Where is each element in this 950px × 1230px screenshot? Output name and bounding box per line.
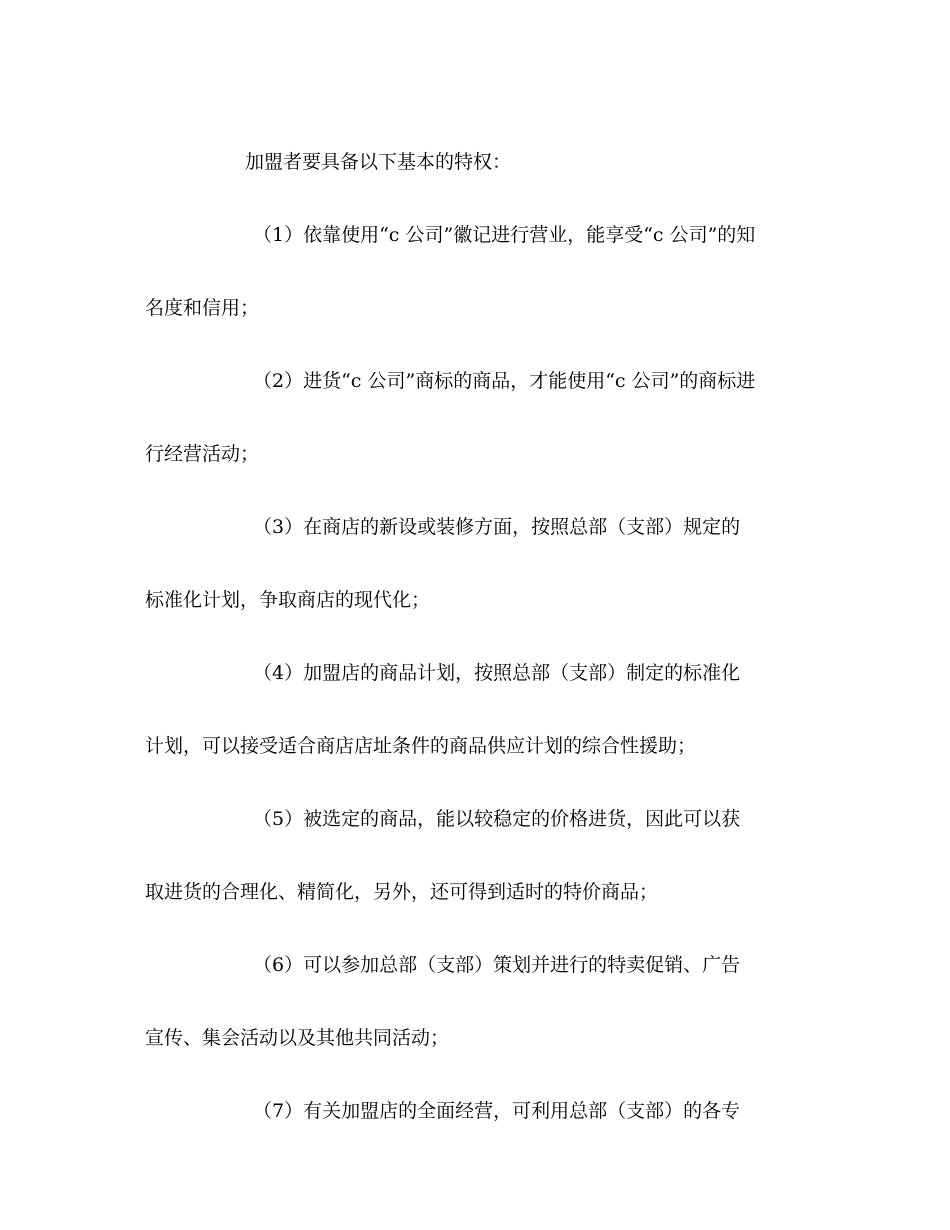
privilege-item-line: 行经营活动； [145, 443, 260, 465]
privilege-item-line: 宣传、集会活动以及其他共同活动； [145, 1027, 450, 1049]
privilege-item-line: 计划，可以接受适合商店店址条件的商品供应计划的综合性援助； [145, 735, 697, 757]
privilege-item-6 [145, 929, 805, 1075]
intro-paragraph [145, 126, 805, 199]
privilege-item-line: （4）加盟店的商品计划，按照总部（支部）制定的标准化 [253, 662, 741, 684]
intro-line: 加盟者要具备以下基本的特权： [245, 151, 512, 173]
privilege-item-4 [145, 637, 805, 783]
privilege-item-line: （2）进货“c 公司”商标的商品，才能使用“c 公司”的商标进 [253, 370, 756, 392]
privilege-item-line: （7）有关加盟店的全面经营，可利用总部（支部）的各专 [253, 1100, 741, 1122]
privilege-item-line: 标准化计划，争取商店的现代化； [145, 589, 431, 611]
privilege-item-7 [145, 1075, 805, 1148]
privilege-item-3 [145, 491, 805, 637]
privilege-item-line: 名度和信用； [145, 297, 260, 319]
document-body [145, 126, 805, 1148]
privilege-item-line: （1）依靠使用“c 公司”徽记进行营业，能享受“c 公司”的知 [253, 224, 756, 246]
privilege-item-line: （3）在商店的新设或装修方面，按照总部（支部）规定的 [253, 516, 741, 538]
privilege-item-2 [145, 345, 805, 491]
privilege-item-line: （6）可以参加总部（支部）策划并进行的特卖促销、广告 [253, 954, 741, 976]
privilege-item-1 [145, 199, 805, 345]
privilege-item-5 [145, 783, 805, 929]
privilege-item-line: （5）被选定的商品，能以较稳定的价格进货，因此可以获 [253, 808, 741, 830]
privilege-item-line: 取进货的合理化、精简化，另外，还可得到适时的特价商品； [145, 881, 659, 903]
